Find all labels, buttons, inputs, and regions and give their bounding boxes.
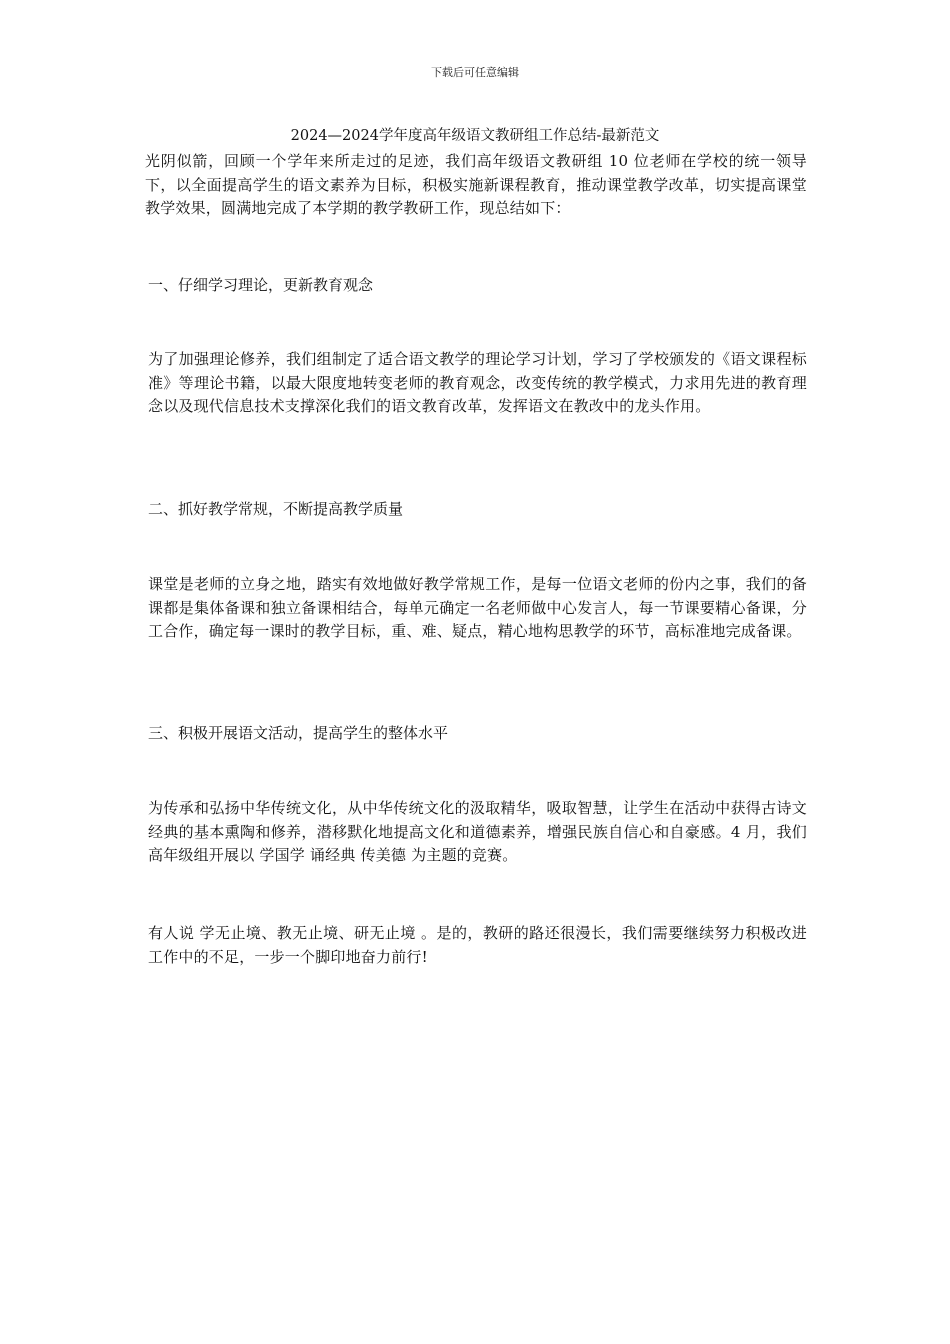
- section-1-body: 为了加强理论修养，我们组制定了适合语文教学的理论学习计划，学习了学校颁发的《语文课程标准》等理论书籍，以最大限度地转变老师的教育观念，改变传统的教学模式，力求用先进的教育理念以及现代信息技术支撑深化我们的语文教育改革，发挥语文在教改中的龙头作用。: [148, 350, 807, 415]
- section-2-body: 课堂是老师的立身之地，踏实有效地做好教学常规工作，是每一位语文老师的份内之事，我们的备课都是集体备课和独立备课相结合，每单元确定一名老师做中心发言人，每一节课要精心备课，分工合作，确定每一课时的教学目标，重、难、疑点，精心地构思教学的环节，高标准地完成备课。: [148, 575, 807, 640]
- closing-paragraph: 有人说 学无止境、教无止境、研无止境 。是的，教研的路还很漫长，我们需要继续努力积极改进工作中的不足，一步一个脚印地奋力前行!: [148, 924, 807, 966]
- section-3-body: 为传承和弘扬中华传统文化，从中华传统文化的汲取精华，吸取智慧，让学生在活动中获得古诗文经典的基本熏陶和修养，潜移默化地提高文化和道德素养，增强民族自信心和自豪感。4 月，我们高年级组开展以 学国学 诵经典 传美德 为主题的竞赛。: [148, 799, 807, 864]
- document-title: 2024—2024学年度高年级语文教研组工作总结-最新范文: [290, 128, 660, 144]
- section-3-heading: 三、积极开展语文活动，提高学生的整体水平: [148, 724, 449, 742]
- section-1-heading: 一、仔细学习理论，更新教育观念: [148, 276, 374, 294]
- intro-paragraph: 光阴似箭，回顾一个学年来所走过的足迹，我们高年级语文教研组 10 位老师在学校的统一领导下，以全面提高学生的语文素养为目标，积极实施新课程教育，推动课堂教学改革，切实提高课堂教学效果，圆满地完成了本学期的教学教研工作，现总结如下：: [145, 152, 807, 217]
- header-note: 下载后可任意编辑: [431, 66, 519, 79]
- section-2-heading: 二、抓好教学常规，不断提高教学质量: [148, 500, 404, 518]
